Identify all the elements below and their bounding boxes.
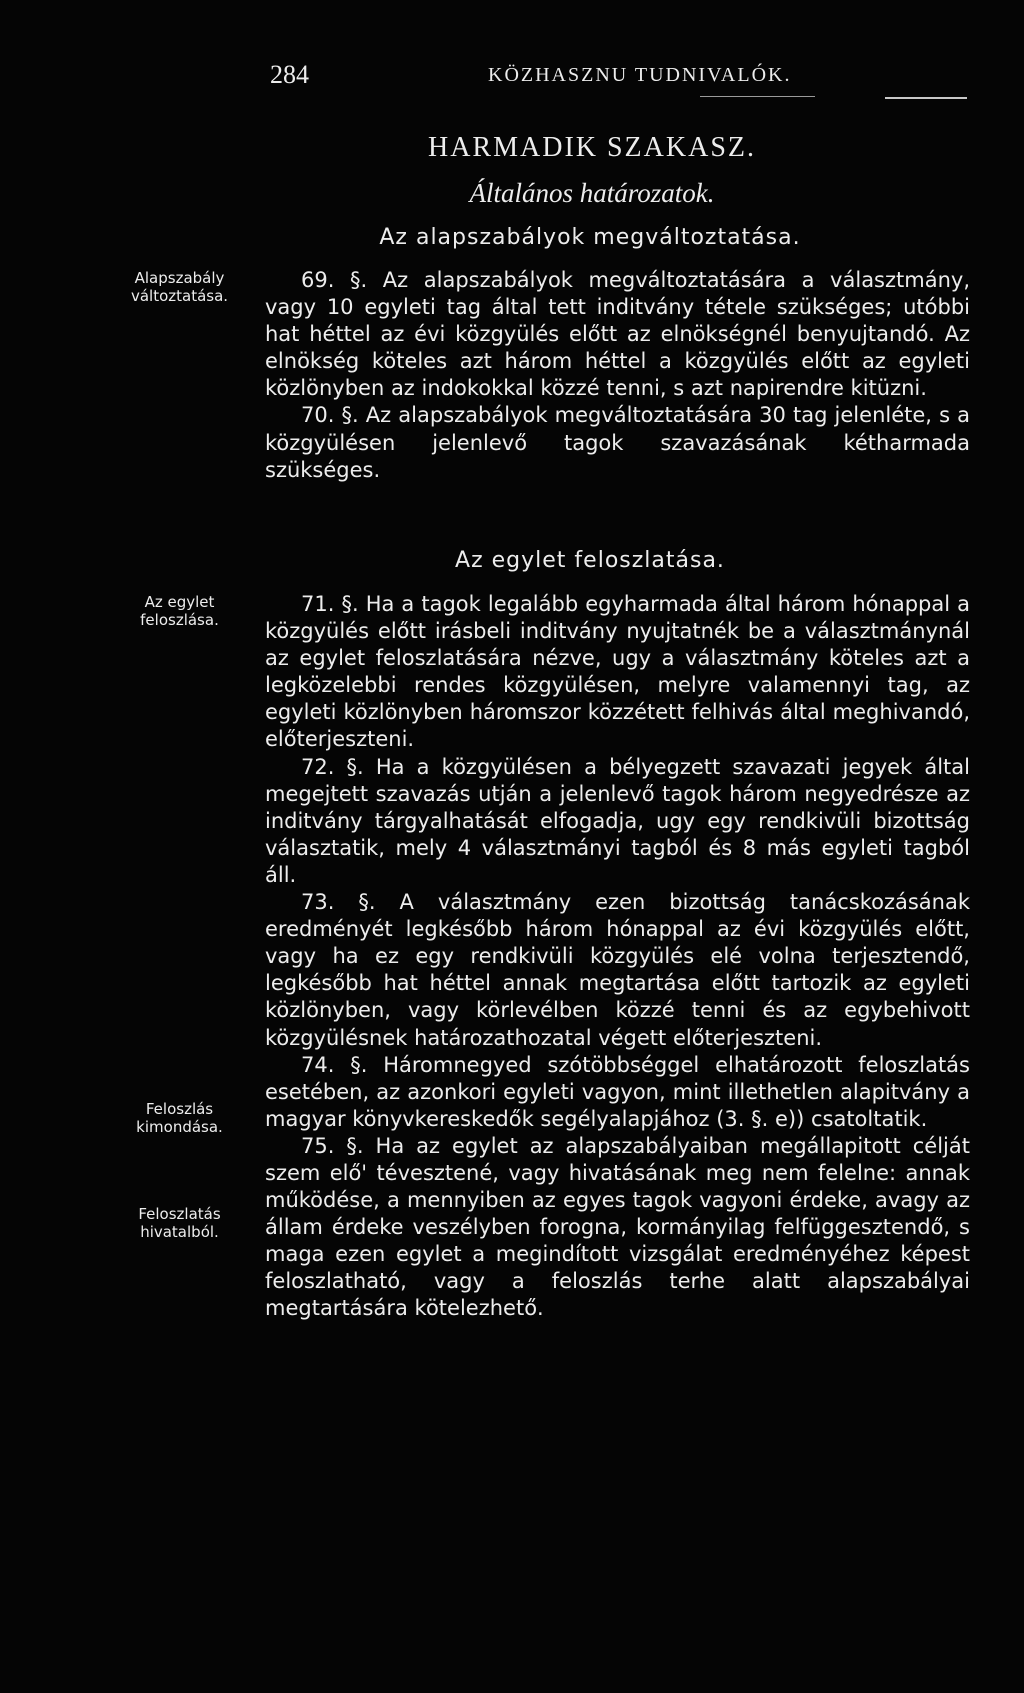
page-number: 284 bbox=[270, 60, 309, 89]
paragraph-72: 72. §. Ha a közgyülésen a bélyegzett szavazati jegyek által megejtett szavazás utján a jelenlevő tagok három negyedrésze az inditvány tárgyalhatását elfogadja, ugy egy rendkivüli bizottság választatik, mely 4 választmányi tagból és 8 más egyleti tagból áll. bbox=[265, 754, 970, 887]
paragraph-71: 71. §. Ha a tagok legalább egyharmada által három hónappal a közgyülés előtt irásbeli inditvány nyujtatnék be a választmánynál az egylet feloszlatására nézve, ugy a választmány köteles azt a legközelebbi rendes közgyülésen, melyre valamennyi tag, az egyleti közlönyben háromszor közzétett felhivás által meghivandó, előterjeszteni. bbox=[265, 592, 970, 752]
margin-note-statute-change: Alapszabály változtatása. bbox=[130, 269, 229, 305]
header-rule bbox=[885, 97, 967, 99]
paragraph-70: 70. §. Az alapszabályok megváltoztatására 30 tag jelenléte, s a közgyülésen jelenlevő tagok szavazásának kétharmada szükséges. bbox=[265, 403, 970, 482]
page-header bbox=[0, 60, 1024, 90]
paragraph-75: 75. §. Ha az egylet az alapszabályaiban megállapitott célját szem elő' tévesztené, vagy hivatásának meg nem felelne: annak működése, a mennyiben az egyes tagok vagyoni érdeke, avagy az állam érdeke veszélyben forogna, kormányilag felfüggesztendő, s maga ezen egylet a megindított vizsgálat eredményéhez képest feloszlatható, vagy a feloszlás terhe alatt alapszabályai megtartására kötelezhető. bbox=[265, 1133, 970, 1321]
paragraph-74: 74. §. Háromnegyed szótöbbséggel elhatározott feloszlatás esetében, az azonkori egyleti vagyon, mint illethetlen alapitvány a magyar könyvkereskedők segélyalapjához (3. §. e)) csatoltatik. bbox=[265, 1052, 970, 1131]
margin-note-official-dissolution: Feloszlatás hivatalból. bbox=[138, 1205, 221, 1241]
subheading-dissolution: Az egylet feloszlatása. bbox=[455, 548, 725, 573]
text-block-dissolution bbox=[265, 591, 970, 1323]
running-head: KÖZHASZNU TUDNIVALÓK. bbox=[488, 64, 792, 86]
subheading-statute-change: Az alapszabályok megváltoztatása. bbox=[379, 225, 801, 250]
paragraph-69: 69. §. Az alapszabályok megváltoztatására a választmány, vagy 10 egyleti tag által tett inditvány tétele szükséges; utóbbi hat héttel az évi közgyülés előtt az elnökségnél benyujtandó. Az elnökség köteles azt három héttel a közgyülés előtt az egyleti közlönyben az indokokkal közzé tenni, s azt napirendre kitüzni. bbox=[265, 268, 970, 401]
margin-note-dissolution-declared: Feloszlás kimondása. bbox=[136, 1100, 223, 1136]
text-block-statutes bbox=[265, 267, 970, 484]
header-rule bbox=[700, 96, 815, 97]
paragraph-73: 73. §. A választmány ezen bizottság tanácskozásának eredményét legkésőbb három hónappal az évi közgyülés előtt, vagy ha ez egy rendkivüli közgyülés elé volna terjesztendő, legkésőbb hat héttel annak megtartása előtt tartozik az egyleti közlönyben, vagy körlevélben közzé tenni és az egybehivott közgyülésnek határozathozatal végett előterjeszteni. bbox=[265, 890, 970, 1050]
section-subtitle: Általános határozatok. bbox=[469, 178, 715, 208]
margin-note-dissolution: Az egylet feloszlása. bbox=[140, 593, 219, 629]
section-title: HARMADIK SZAKASZ. bbox=[427, 132, 756, 163]
